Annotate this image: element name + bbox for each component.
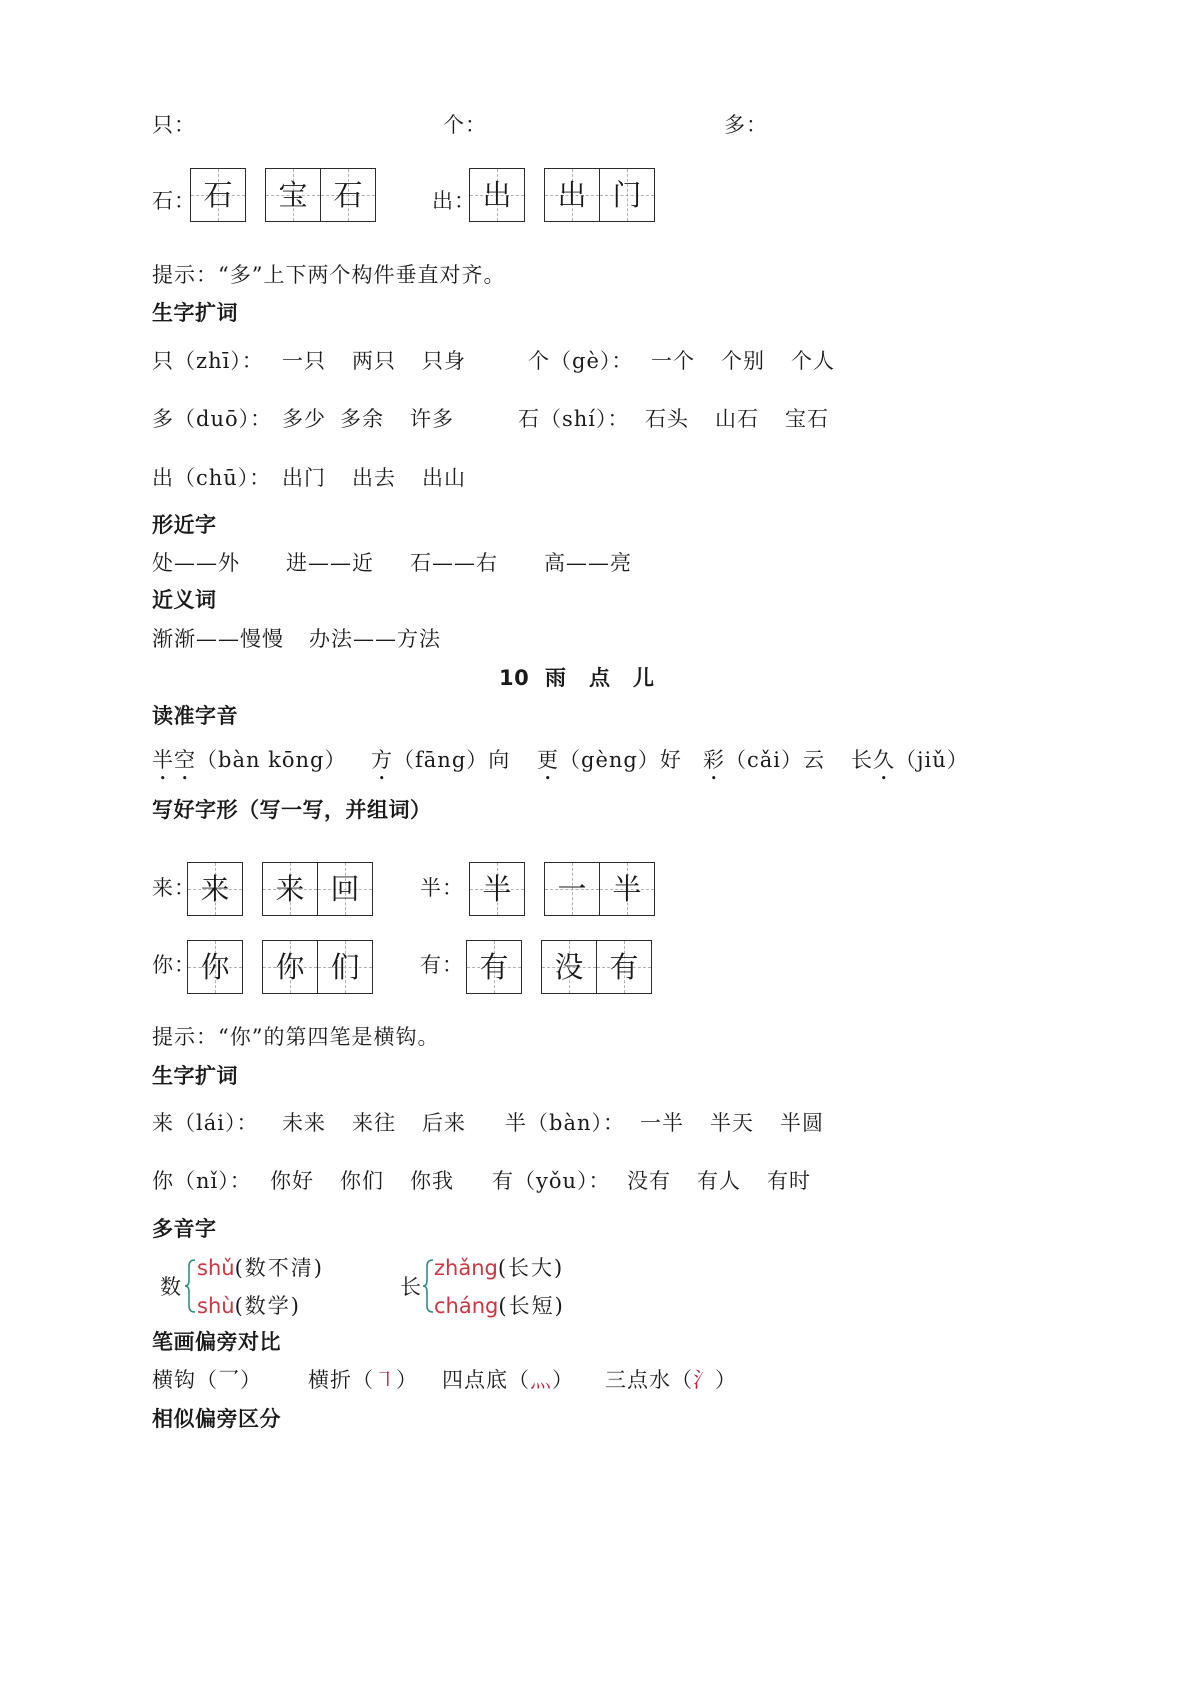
vocab-line	[528, 349, 861, 373]
model-char: 石	[333, 177, 363, 212]
polyphone-char: 数	[160, 1275, 182, 1299]
reading-pinyin: shǔ	[197, 1256, 235, 1280]
similar-pair: 进——近	[286, 551, 374, 575]
polyphone-reading	[434, 1256, 564, 1280]
grid-label: 出：	[432, 189, 476, 213]
polyphone-reading	[197, 1294, 301, 1318]
section-heading-synonyms: 近义词	[152, 588, 217, 612]
vocab-word: 石头	[645, 407, 689, 431]
model-char: 你	[200, 949, 230, 984]
vocab-line	[152, 349, 492, 373]
vocab-head: 来（lái）：	[152, 1111, 259, 1135]
practice-label: 个：	[443, 113, 487, 137]
read-segment: （fāng）向	[393, 748, 511, 772]
vocab-word: 两只	[352, 349, 396, 373]
read-segment: 半空	[152, 748, 196, 772]
writing-cell	[262, 940, 318, 994]
vocab-word: 许多	[410, 407, 454, 431]
model-char: 来	[275, 871, 305, 906]
model-char: 有	[479, 949, 509, 984]
section-heading-read: 读准字音	[152, 704, 238, 728]
section-heading-polyphones: 多音字	[152, 1217, 217, 1241]
writing-cell	[187, 940, 243, 994]
stroke-item	[308, 1368, 418, 1392]
grid-label: 你：	[152, 953, 196, 977]
writing-cell	[541, 940, 597, 994]
vocab-word: 一个	[651, 349, 695, 373]
tip-text: 提示：“你”的第四笔是横钩。	[152, 1025, 440, 1049]
vocab-word: 出山	[422, 466, 466, 490]
vocab-head: 出（chū）：	[152, 466, 272, 490]
stroke-close: ）	[396, 1368, 418, 1392]
read-item	[703, 748, 825, 785]
model-char: 半	[612, 871, 642, 906]
stroke-label: 横折（	[308, 1368, 374, 1392]
practice-label: 只：	[152, 113, 196, 137]
section-heading-radicals: 相似偏旁区分	[152, 1407, 281, 1431]
read-item	[152, 748, 347, 785]
vocab-line	[152, 1169, 480, 1193]
reading-word: (数学)	[234, 1294, 301, 1318]
stroke-glyph-icon: ㇕	[374, 1368, 396, 1392]
vocab-line	[518, 407, 855, 431]
read-segment: 长	[851, 748, 873, 772]
reading-word: (长短)	[498, 1294, 565, 1318]
model-char: 们	[330, 949, 360, 984]
similar-pair: 石——右	[410, 551, 498, 575]
vocab-word: 出门	[282, 466, 326, 490]
vocab-word: 你们	[340, 1169, 384, 1193]
brace-icon	[422, 1258, 434, 1314]
vocab-word: 多少	[282, 407, 326, 431]
polyphone-char: 长	[400, 1275, 422, 1299]
writing-cell	[596, 940, 652, 994]
writing-cell	[265, 168, 321, 222]
grid-label: 有：	[420, 953, 464, 977]
grid-label: 半：	[420, 876, 464, 900]
section-heading-strokes: 笔画偏旁对比	[152, 1330, 281, 1354]
model-char: 出	[557, 177, 587, 212]
vocab-word: 出去	[352, 466, 396, 490]
model-char: 没	[554, 949, 584, 984]
vocab-head: 你（nǐ）：	[152, 1169, 252, 1193]
stroke-close: ）	[240, 1368, 262, 1392]
model-char: 一	[557, 871, 587, 906]
vocab-word: 你好	[270, 1169, 314, 1193]
vocab-head: 石（shí）：	[518, 407, 630, 431]
vocab-line	[505, 1111, 850, 1135]
read-segment: （jiǔ）	[895, 748, 969, 772]
vocab-head: 有（yǒu）：	[492, 1169, 611, 1193]
vocab-word: 没有	[627, 1169, 671, 1193]
vocab-line	[492, 1169, 837, 1193]
grid-label: 来：	[152, 876, 196, 900]
vocab-head: 只（zhī）：	[152, 349, 264, 373]
read-segment: 久	[873, 748, 895, 772]
read-segment: 方	[371, 748, 393, 772]
writing-cell	[544, 862, 600, 916]
read-item	[851, 748, 969, 785]
read-segment: （cǎi）云	[725, 748, 825, 772]
synonym-pair: 渐渐——慢慢	[152, 627, 284, 651]
brace-icon	[184, 1258, 196, 1314]
model-char: 有	[609, 949, 639, 984]
polyphone-reading	[197, 1256, 324, 1280]
vocab-word: 山石	[715, 407, 759, 431]
grid-label: 石：	[152, 189, 196, 213]
stroke-item	[152, 1368, 262, 1392]
similar-pair: 高——亮	[544, 551, 632, 575]
read-segment: （bàn kōng）	[196, 748, 347, 772]
vocab-word: 有时	[767, 1169, 811, 1193]
writing-cell	[544, 168, 600, 222]
writing-cell	[190, 168, 246, 222]
tip-text: 提示：“多”上下两个构件垂直对齐。	[152, 263, 506, 287]
writing-cell	[469, 862, 525, 916]
model-char: 回	[330, 871, 360, 906]
lesson-number: 10	[499, 666, 530, 690]
writing-cell	[317, 940, 373, 994]
stroke-item	[442, 1368, 574, 1392]
section-heading-vocab: 生字扩词	[152, 1064, 238, 1088]
writing-cell	[187, 862, 243, 916]
reading-pinyin: cháng	[434, 1294, 499, 1318]
reading-word: (长大)	[497, 1256, 565, 1280]
vocab-line	[152, 466, 492, 490]
writing-cell	[599, 168, 655, 222]
reading-pinyin: shù	[197, 1294, 235, 1318]
read-segment: （gèng）好	[559, 748, 682, 772]
read-item	[537, 748, 682, 785]
stroke-glyph-icon: 乛	[218, 1368, 240, 1392]
lesson-title-char: 点	[589, 666, 611, 690]
vocab-word: 一半	[640, 1111, 684, 1135]
reading-pinyin: zhǎng	[434, 1256, 498, 1280]
vocab-word: 只身	[422, 349, 466, 373]
model-char: 宝	[278, 177, 308, 212]
section-heading-similar: 形近字	[152, 513, 217, 537]
read-segment: 彩	[703, 748, 725, 772]
stroke-label: 横钩（	[152, 1368, 218, 1392]
writing-cell	[320, 168, 376, 222]
reading-word: (数不清)	[234, 1256, 324, 1280]
writing-cell	[466, 940, 522, 994]
vocab-word: 来往	[352, 1111, 396, 1135]
vocab-word: 宝石	[785, 407, 829, 431]
stroke-glyph-icon: 灬	[530, 1368, 552, 1392]
vocab-head: 半（bàn）：	[505, 1111, 625, 1135]
vocab-word: 你我	[410, 1169, 454, 1193]
writing-cell	[317, 862, 373, 916]
read-item	[371, 748, 510, 785]
model-char: 来	[200, 871, 230, 906]
vocab-line	[152, 1111, 492, 1135]
section-heading-write: 写好字形（写一写，并组词）	[152, 798, 432, 822]
vocab-word: 半天	[710, 1111, 754, 1135]
read-segment: 更	[537, 748, 559, 772]
vocab-word: 有人	[697, 1169, 741, 1193]
synonym-pair: 办法——方法	[309, 627, 441, 651]
vocab-word: 后来	[422, 1111, 466, 1135]
stroke-label: 四点底（	[442, 1368, 530, 1392]
writing-cell	[262, 862, 318, 916]
vocab-word: 未来	[282, 1111, 326, 1135]
section-heading-vocab: 生字扩词	[152, 301, 238, 325]
writing-cell	[599, 862, 655, 916]
vocab-word: 个人	[791, 349, 835, 373]
model-char: 门	[612, 177, 642, 212]
similar-pair: 处——外	[152, 551, 240, 575]
model-char: 你	[275, 949, 305, 984]
lesson-title-char: 雨	[545, 666, 567, 690]
polyphone-reading	[434, 1294, 565, 1318]
model-char: 石	[203, 177, 233, 212]
vocab-word: 半圆	[780, 1111, 824, 1135]
model-char: 半	[482, 871, 512, 906]
stroke-item	[605, 1368, 737, 1392]
writing-cell	[469, 168, 525, 222]
vocab-word: 多余	[340, 407, 384, 431]
vocab-head: 个（gè）：	[528, 349, 634, 373]
stroke-label: 三点水（	[605, 1368, 693, 1392]
stroke-close: ）	[715, 1368, 737, 1392]
lesson-title-char: 儿	[633, 666, 655, 690]
vocab-line	[152, 407, 480, 431]
model-char: 出	[482, 177, 512, 212]
practice-label: 多：	[724, 113, 768, 137]
vocab-word: 一只	[282, 349, 326, 373]
vocab-head: 多（duō）：	[152, 407, 273, 431]
stroke-close: ）	[552, 1368, 574, 1392]
stroke-glyph-icon: 氵	[693, 1368, 715, 1392]
vocab-word: 个别	[721, 349, 765, 373]
